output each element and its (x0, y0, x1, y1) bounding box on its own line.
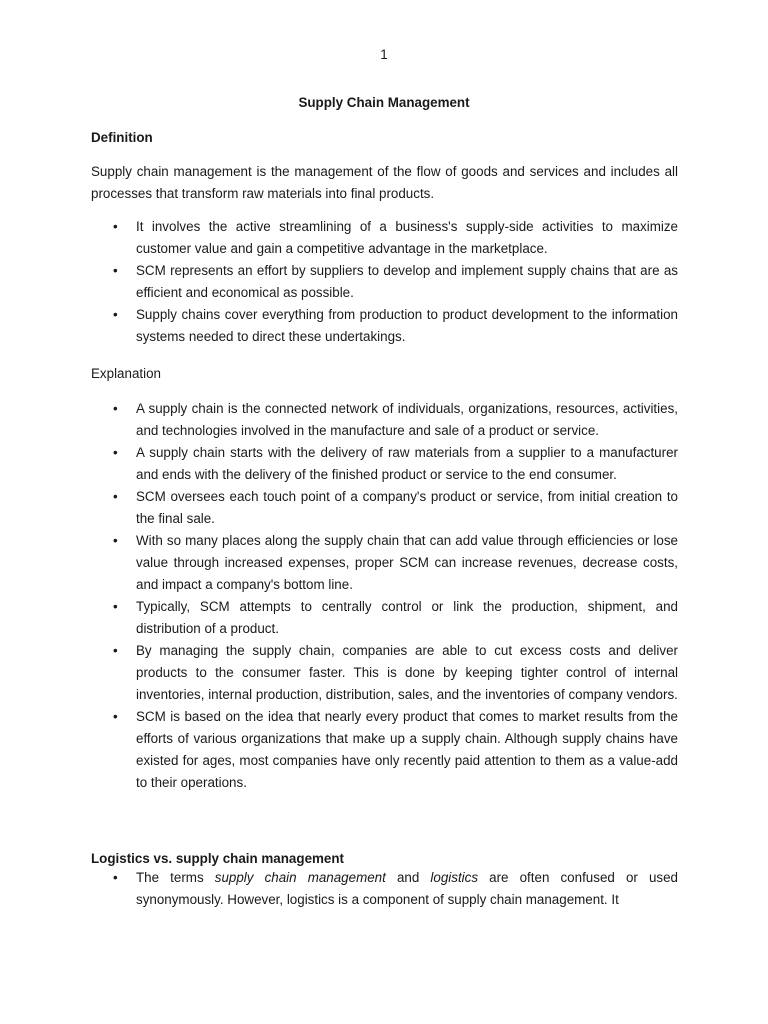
list-item (91, 304, 678, 348)
definition-heading: Definition (91, 130, 153, 145)
logistics-text-1: The terms (136, 870, 215, 885)
bullet-icon: • (113, 401, 118, 416)
list-item (91, 596, 678, 640)
explanation-bullet-list (91, 398, 678, 794)
list-item (91, 706, 678, 794)
bullet-icon: • (113, 643, 118, 658)
list-item-text: By managing the supply chain, companies are able to cut excess costs and deliver products to the consumer faster. This is done by keeping tighter control of internal inventories, internal production, distribution, sales, and the inventories of company vendors. (136, 643, 678, 702)
definition-intro: Supply chain management is the management of the flow of goods and services and includes all processes that transform raw materials into final products. (91, 164, 678, 201)
list-item (91, 867, 678, 911)
list-item (91, 442, 678, 486)
list-item-text: It involves the active streamlining of a business's supply-side activities to maximize customer value and gain a competitive advantage in the marketplace. (136, 219, 678, 256)
bullet-icon: • (113, 263, 118, 278)
list-item (91, 216, 678, 260)
list-item (91, 486, 678, 530)
list-item (91, 260, 678, 304)
list-item (91, 530, 678, 596)
logistics-text-2: and (385, 870, 431, 885)
bullet-icon: • (113, 870, 118, 885)
document-title: Supply Chain Management (298, 95, 470, 110)
bullet-icon: • (113, 219, 118, 234)
logistics-bullet-list (91, 867, 678, 911)
logistics-heading: Logistics vs. supply chain management (91, 851, 345, 866)
explanation-heading: Explanation (91, 366, 161, 381)
list-item-text: Typically, SCM attempts to centrally control or link the production, shipment, and distribution of a product. (136, 599, 678, 636)
bullet-icon: • (113, 445, 118, 460)
page-number: 1 (380, 47, 388, 62)
list-item-text: Supply chains cover everything from production to product development to the information systems needed to direct these undertakings. (136, 307, 678, 344)
list-item-text: A supply chain starts with the delivery of raw materials from a supplier to a manufacturer and ends with the delivery of the finished product or service to the end consumer. (136, 445, 678, 482)
list-item (91, 398, 678, 442)
term-supply-chain-management: supply chain management (214, 870, 386, 885)
logistics-text-3: are often confused or used synonymously. However, logistics is a component of supply chain management. It (136, 870, 678, 907)
list-item-text: A supply chain is the connected network of individuals, organizations, resources, activities, and technologies involved in the manufacture and sale of a product or service. (136, 401, 678, 438)
definition-bullet-list (91, 216, 678, 348)
list-item-text: SCM is based on the idea that nearly every product that comes to market results from the efforts of various organizations that make up a supply chain. Although supply chains have existed for ages, most companies have only recently paid attention to them as a value-add to their operations. (136, 709, 678, 790)
list-item (91, 640, 678, 706)
bullet-icon: • (113, 307, 118, 322)
bullet-icon: • (113, 709, 118, 724)
term-logistics: logistics (430, 870, 479, 885)
bullet-icon: • (113, 533, 118, 548)
list-item-text: SCM represents an effort by suppliers to develop and implement supply chains that are as efficient and economical as possible. (136, 263, 678, 300)
list-item-text: With so many places along the supply chain that can add value through efficiencies or lose value through increased expenses, proper SCM can increase revenues, decrease costs, and impact a company's bottom line. (136, 533, 678, 592)
list-item-text: SCM oversees each touch point of a company's product or service, from initial creation to the final sale. (136, 489, 678, 526)
bullet-icon: • (113, 489, 118, 504)
bullet-icon: • (113, 599, 118, 614)
